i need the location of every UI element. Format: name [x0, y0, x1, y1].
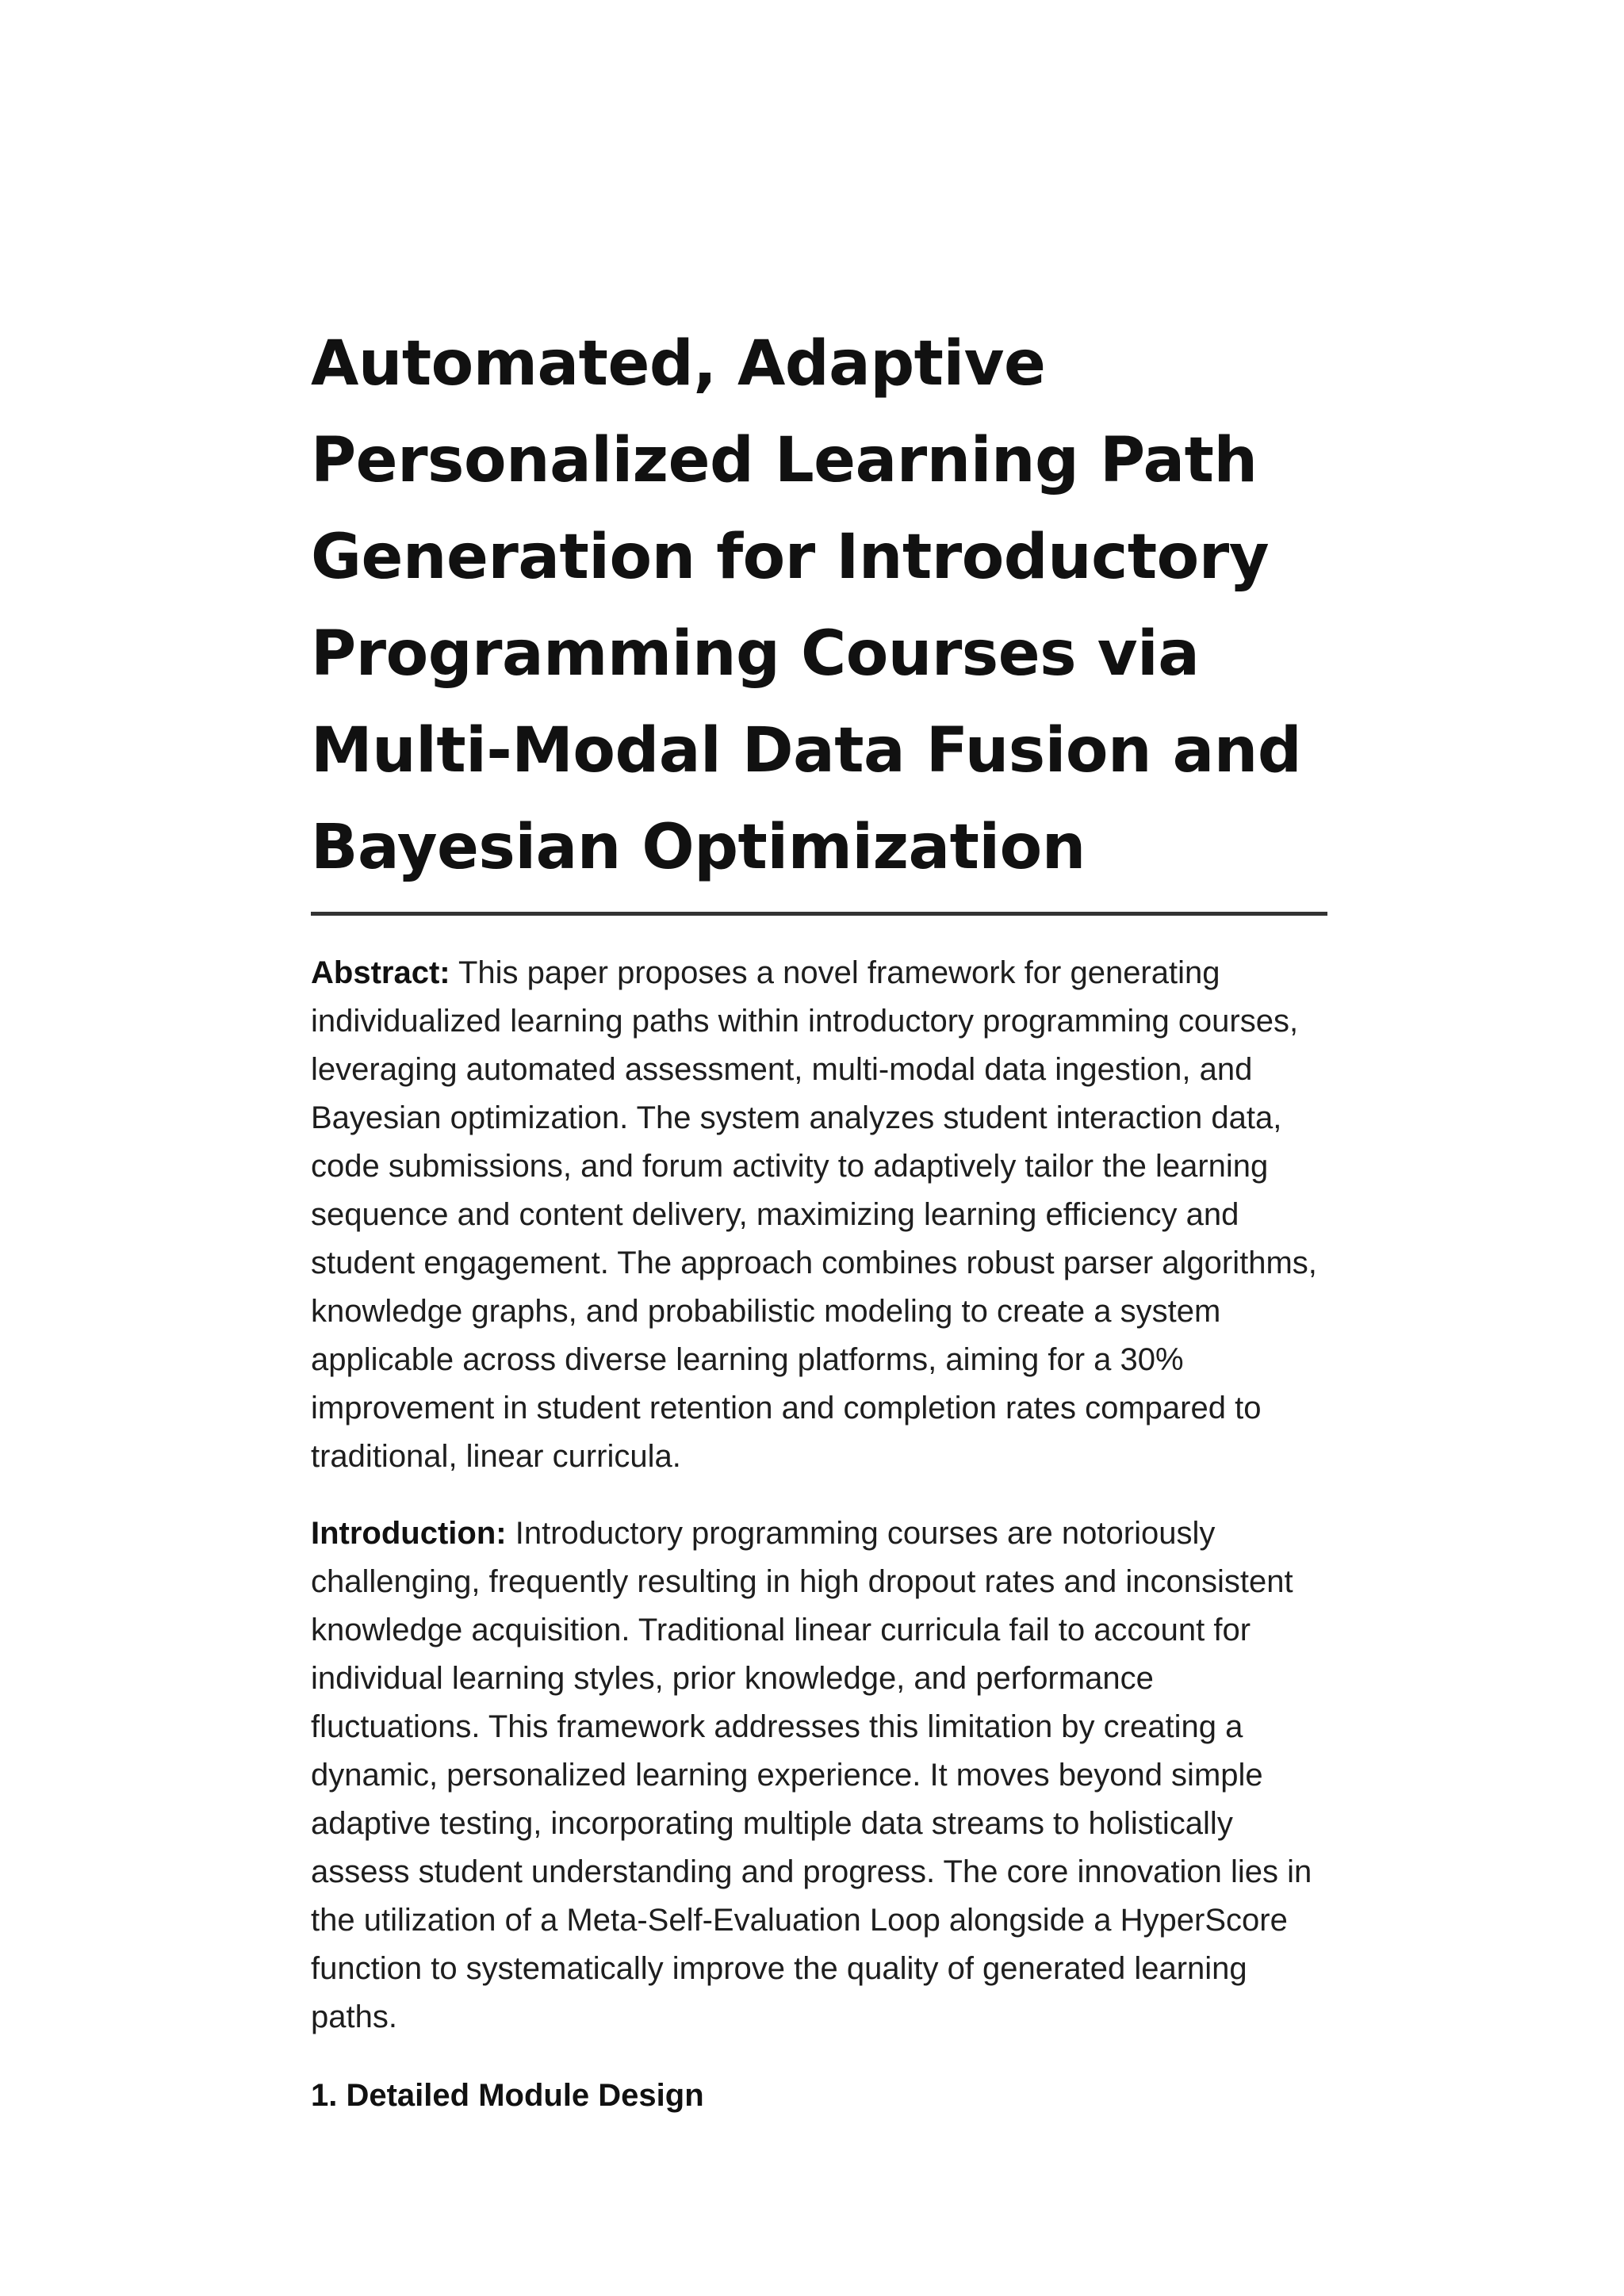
- abstract-paragraph: [311, 949, 1327, 1481]
- introduction-label: Introduction:: [311, 1516, 507, 1551]
- title-divider: [311, 912, 1327, 916]
- paper-title: Automated, Adaptive Personalized Learning Path Generation for Introductory Programming Courses via Multi-Modal Data Fusion and Bayesian Optimization: [311, 328, 1302, 883]
- paper-page: [311, 316, 1327, 2120]
- abstract-label: Abstract:: [311, 955, 450, 990]
- abstract-text: This paper proposes a novel framework for generating individualized learning paths within introductory programming courses, leveraging automated assessment, multi-modal data ingestion, and Bayesian optimization. The system analyzes student interaction data, code submissions, and forum activity to adaptively tailor the learning sequence and content delivery, maximizing learning efficiency and student engagement. The approach combines robust parser algorithms, knowledge graphs, and probabilistic modeling to create a system applicable across diverse learning platforms, aiming for a 30% improvement in student retention and completion rates compared to traditional, linear curricula.: [311, 955, 1317, 1474]
- introduction-paragraph: [311, 1510, 1327, 2042]
- introduction-text: Introductory programming courses are notoriously challenging, frequently resulting in high dropout rates and inconsistent knowledge acquisition. Traditional linear curricula fail to account for individual learning styles, prior knowledge, and performance fluctuations. This framework addresses this limitation by creating a dynamic, personalized learning experience. It moves beyond simple adaptive testing, incorporating multiple data streams to holistically assess student understanding and progress. The core innovation lies in the utilization of a Meta-Self-Evaluation Loop alongside a HyperScore function to systematically improve the quality of generated learning paths.: [311, 1516, 1312, 2034]
- section-heading-module-design: 1. Detailed Module Design: [311, 2078, 704, 2113]
